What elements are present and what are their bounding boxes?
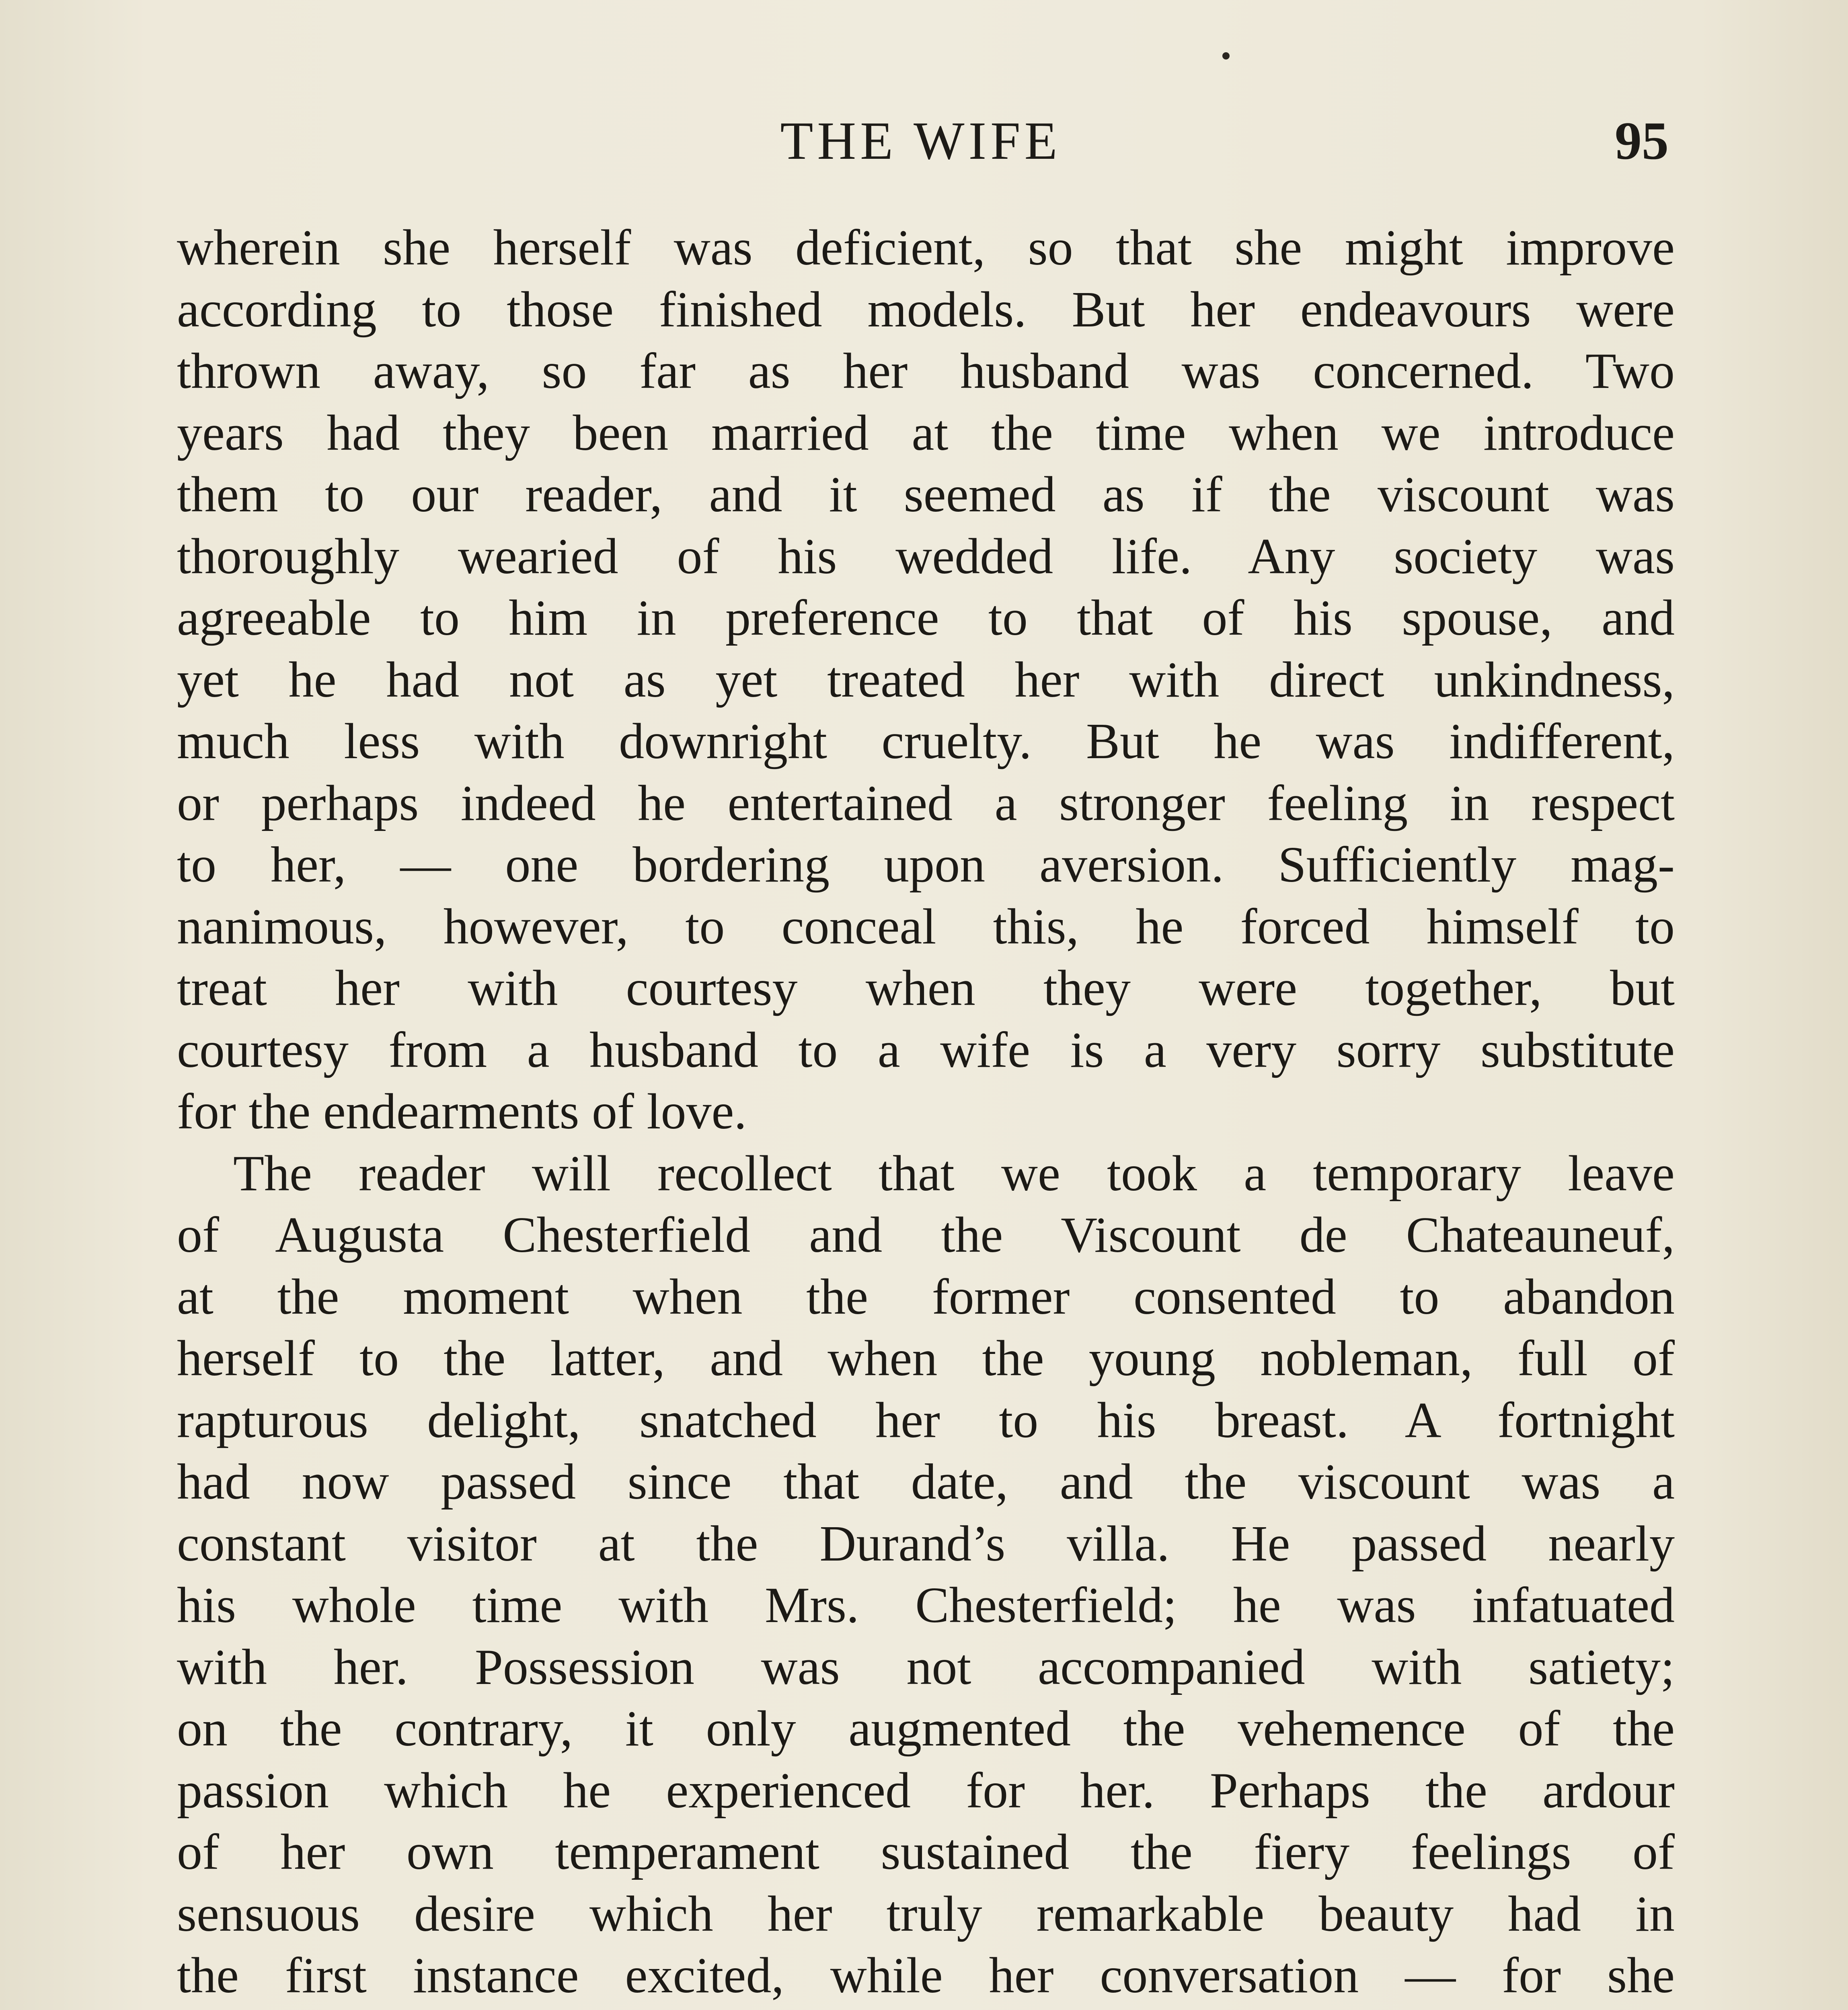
text-line: much less with downright cruelty. But he was indifferent, [177, 714, 1675, 769]
paragraph-end-line: for the endearments of love. [177, 1084, 747, 1140]
text-line: according to those finished models. But her endeavours were [177, 281, 1675, 338]
body-text [177, 217, 1675, 2010]
text-line: or perhaps indeed he entertained a stronger feeling in respect [177, 775, 1675, 831]
text-line: of Augusta Chesterfield and the Viscount de Chateauneuf, [177, 1207, 1675, 1263]
text-line: them to our reader, and it seemed as if the viscount was [177, 467, 1675, 523]
text-line: rapturous delight, snatched her to his breast. A fortnight [177, 1392, 1675, 1448]
text-line: on the contrary, it only augmented the vehemence of the [177, 1701, 1675, 1757]
text-line [177, 2007, 1675, 2010]
text-line: agreeable to him in preference to that of his spouse, and [177, 590, 1675, 646]
page-number: 95 [1615, 111, 1669, 170]
text-line: with her. Possession was not accompanied with satiety; [177, 1639, 1675, 1695]
text-line: thrown away, so far as her husband was concerned. Two [177, 343, 1675, 399]
text-line: passion which he experienced for her. Perhaps the ardour [177, 1762, 1675, 1819]
running-title: THE WIFE [780, 111, 1062, 170]
text-line: constant visitor at the Durand’s villa. He passed nearly [177, 1516, 1675, 1572]
text-line: thoroughly wearied of his wedded life. Any society was [177, 528, 1675, 585]
text-line: wherein she herself was deficient, so that she might improve [177, 220, 1675, 276]
text-line: sensuous desire which her truly remarkable beauty had in [177, 1886, 1675, 1942]
text-line: courtesy from a husband to a wife is a very sorry substitute [177, 1022, 1675, 1078]
text-line: had now passed since that date, and the viscount was a [177, 1454, 1675, 1510]
text-line: his whole time with Mrs. Chesterfield; he was infatuated [177, 1577, 1675, 1633]
text-line: years had they been married at the time when we introduce [177, 405, 1675, 461]
ink-speck [1222, 52, 1230, 59]
text-line: herself to the latter, and when the young nobleman, full of [177, 1331, 1675, 1386]
text-line: at the moment when the former consented to abandon [177, 1269, 1675, 1325]
text-line: of her own temperament sustained the fiery feelings of [177, 1824, 1675, 1880]
text-line: the first instance excited, while her conversation — for she [177, 1948, 1675, 2004]
text-line: yet he had not as yet treated her with direct unkindness, [177, 652, 1675, 708]
text-line: to her, — one bordering upon aversion. Sufficiently mag- [177, 837, 1675, 893]
text-line: nanimous, however, to conceal this, he forced himself to [177, 898, 1675, 955]
running-header [173, 100, 1669, 181]
paragraph-start-line: The reader will recollect that we took a temporary leave [233, 1145, 1675, 1202]
text-line: treat her with courtesy when they were together, but [177, 960, 1675, 1016]
